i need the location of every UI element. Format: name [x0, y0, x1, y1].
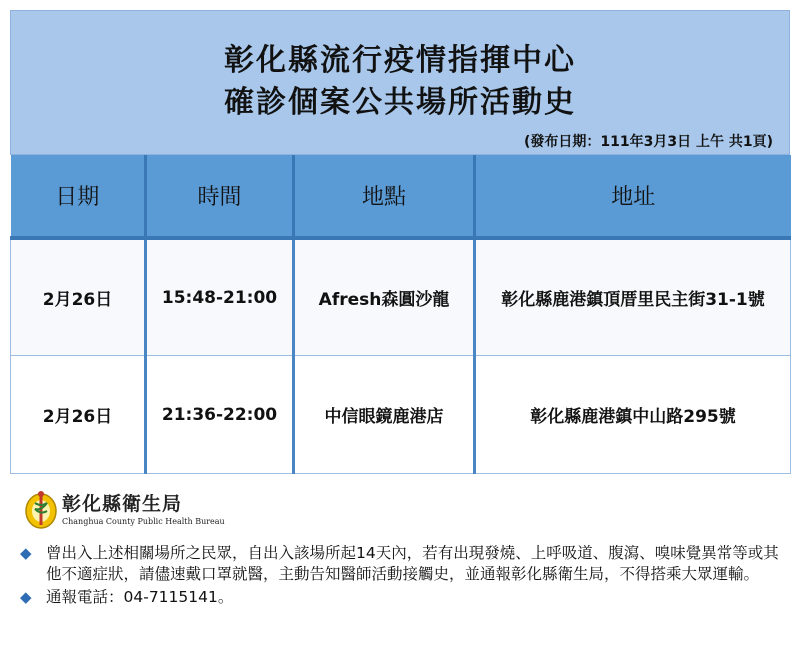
page-subtitle: 確診個案公共場所活動史 — [224, 85, 576, 120]
column-header-date: 日期 — [11, 155, 146, 238]
logo-name: 彰化縣衛生局 — [62, 493, 183, 515]
cell-address: 彰化縣鹿港鎮中山路295號 — [475, 356, 791, 474]
notice-text: 曾出入上述相關場所之民眾，自出入該場所起14天內，若有出現發燒、上呼吸道、腹瀉、嗅味覺異常等或其他不適症狀，請儘速戴口罩就醫，主動告知醫師活動接觸史，並通報彰化縣衛生局，不得搭乘大眾運輸。 — [46, 544, 779, 583]
list-item — [20, 587, 790, 608]
blue-diamond-icon: ◆ — [20, 588, 32, 606]
column-header-time: 時間 — [146, 155, 294, 238]
cell-address: 彰化縣鹿港鎮頂厝里民主街31-1號 — [475, 238, 791, 356]
cell-time: 15:48-21:00 — [146, 238, 294, 356]
table-row — [11, 238, 791, 356]
hotline-text: 通報電話：04-7115141。 — [46, 588, 234, 606]
cell-date: 2月26日 — [11, 238, 146, 356]
logo-english-name: Changhua County Public Health Bureau — [62, 517, 225, 526]
cell-time: 21:36-22:00 — [146, 356, 294, 474]
health-bureau-logo — [22, 487, 225, 533]
cell-place: 中信眼鏡鹿港店 — [294, 356, 475, 474]
activity-table — [10, 155, 791, 474]
cell-date: 2月26日 — [11, 356, 146, 474]
table-header-row — [11, 155, 791, 238]
table-row — [11, 356, 791, 474]
column-header-address: 地址 — [475, 155, 791, 238]
release-date: (發布日期：111年3月3日 上午 共1頁) — [524, 134, 773, 150]
column-header-place: 地點 — [294, 155, 475, 238]
list-item — [20, 543, 790, 585]
cell-place: Afresh森圓沙龍 — [294, 238, 475, 356]
page-title: 彰化縣流行疫情指揮中心 — [224, 43, 576, 78]
notice-list — [20, 543, 790, 608]
health-bureau-emblem-icon — [22, 487, 60, 531]
blue-diamond-icon: ◆ — [20, 544, 32, 562]
title-banner — [10, 10, 790, 155]
